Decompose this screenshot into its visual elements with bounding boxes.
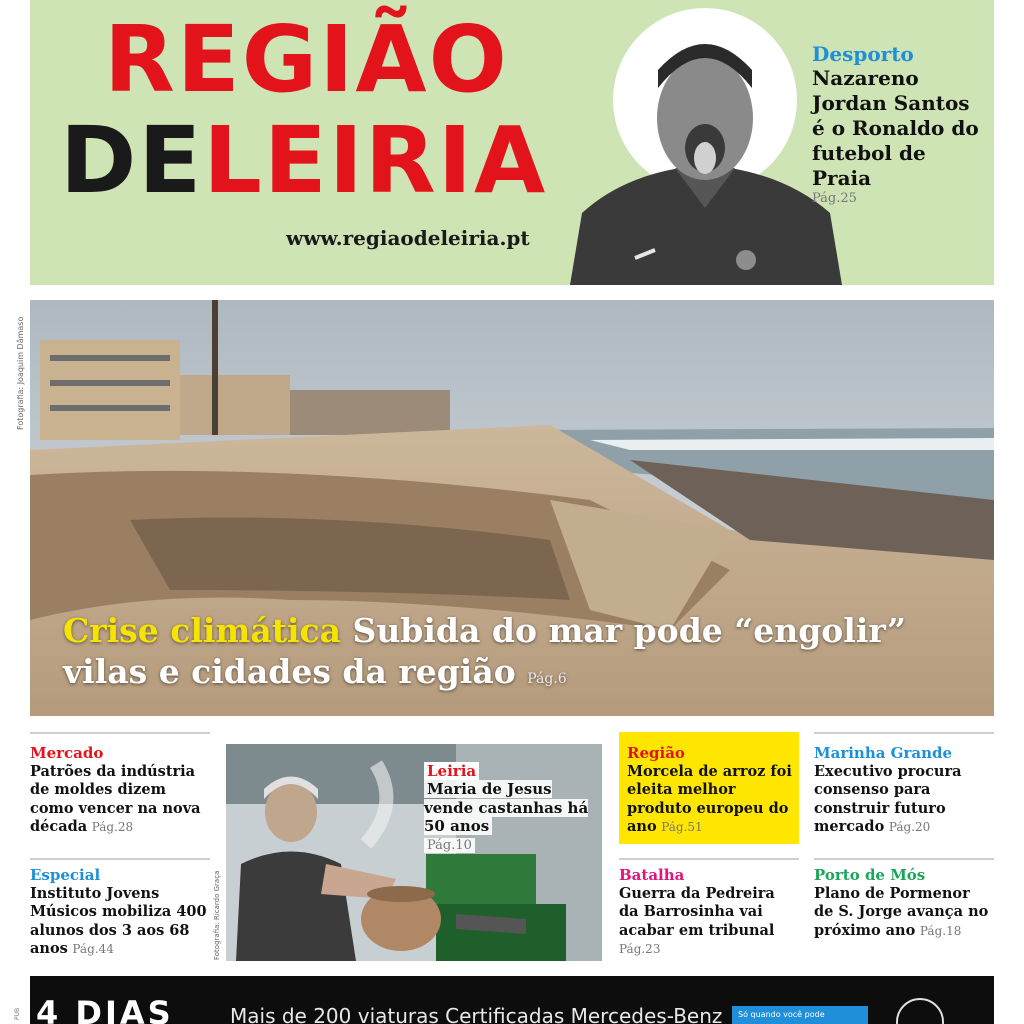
story-kicker: Mercado	[30, 744, 104, 762]
story-kicker: Especial	[30, 866, 101, 884]
divider	[619, 858, 799, 860]
promo-kicker: Desporto	[812, 42, 914, 66]
story-headline: Maria de Jesus vende castanhas há 50 anos	[424, 780, 589, 835]
promo-page: Pág.25	[812, 191, 857, 206]
story-headline: Morcela de arroz foi eleita melhor produto europeu do ano	[627, 763, 792, 836]
story-headline: Guerra da Pedreira da Barrosinha vai acabar em tribunal	[619, 885, 775, 939]
ad-text: Mais de 200 viaturas Certificadas Mercedes-Benz	[230, 1004, 723, 1024]
story-headline: Executivo procura consenso para construir futuro mercado	[814, 763, 962, 836]
photo2-credit: Fotografia: Ricardo Graça	[213, 870, 221, 960]
divider	[814, 732, 994, 734]
building	[180, 375, 290, 435]
story-headline: Patrões da indústria de moldes dizem como vencer na nova década	[30, 763, 201, 836]
green-stall-base	[436, 904, 566, 961]
player-crest	[736, 250, 756, 270]
building	[290, 390, 450, 435]
story-batalha[interactable]	[619, 866, 799, 959]
ad-brand: 4 DIAS	[36, 994, 174, 1024]
story-page: Pág.10	[424, 838, 475, 853]
story-kicker: Porto de Mós	[814, 866, 926, 884]
masthead	[30, 0, 994, 285]
player-photo[interactable]	[560, 8, 850, 285]
mercedes-star-icon	[896, 998, 944, 1024]
logo-de: DE	[60, 107, 204, 214]
hero-kicker: Crise climática	[63, 611, 341, 650]
story-leiria[interactable]	[424, 762, 600, 854]
promo-desporto[interactable]	[812, 42, 987, 206]
story-kicker: Leiria	[424, 762, 479, 780]
logo-leiria: LEIRIA	[203, 107, 548, 214]
hero-story[interactable]	[30, 300, 994, 716]
advertisement-banner[interactable]	[30, 976, 994, 1024]
hero-photo-credit: Fotografia: Joaquim Dâmaso	[16, 316, 25, 430]
story-porto-de-mos[interactable]	[814, 866, 994, 940]
story-page: Pág.23	[619, 942, 661, 957]
hero-page: Pág.6	[527, 671, 567, 688]
story-kicker: Região	[627, 744, 685, 762]
story-mercado[interactable]	[30, 744, 210, 837]
woman-face	[265, 782, 317, 842]
building-balcony	[50, 405, 170, 411]
ad-cta-box[interactable]: Só quando você pode	[732, 1006, 868, 1024]
story-regiao[interactable]	[627, 744, 795, 837]
story-especial[interactable]	[30, 866, 210, 959]
logo-regiao[interactable]: REGIÃO	[104, 6, 509, 113]
story-page: Pág.20	[888, 820, 931, 835]
wave-foam	[590, 438, 994, 450]
story-page: Pág.28	[91, 820, 134, 835]
story-kicker: Batalha	[619, 866, 685, 884]
logo-de-leiria[interactable]	[60, 107, 548, 214]
story-page: Pág.18	[919, 923, 962, 938]
promo-headline: Nazareno Jordan Santos é o Ronaldo do futebol de Praia	[812, 66, 979, 190]
pole	[212, 300, 218, 435]
hero-headline-line1: Subida do mar pode “engolir”	[352, 611, 906, 650]
story-kicker: Marinha Grande	[814, 744, 953, 762]
ad-credit: PUB	[14, 1007, 21, 1020]
story-page: Pág.44	[72, 942, 114, 957]
hero-headline	[63, 610, 943, 693]
divider	[30, 858, 210, 860]
story-marinha-grande[interactable]	[814, 744, 994, 837]
building-balcony	[50, 355, 170, 361]
story-headline: Plano de Pormenor de S. Jorge avança no próximo ano	[814, 885, 989, 939]
hero-headline-line2: vilas e cidades da região	[63, 652, 516, 692]
player-tongue	[694, 142, 716, 174]
divider	[30, 732, 210, 734]
divider	[814, 858, 994, 860]
website-url[interactable]: www.regiaodeleiria.pt	[286, 226, 530, 250]
building-balcony	[50, 380, 170, 386]
story-page: Pág.51	[661, 820, 703, 835]
clay-pot-rim	[367, 886, 435, 902]
story-headline: Instituto Jovens Músicos mobiliza 400 alunos dos 3 aos 68 anos	[30, 885, 207, 958]
